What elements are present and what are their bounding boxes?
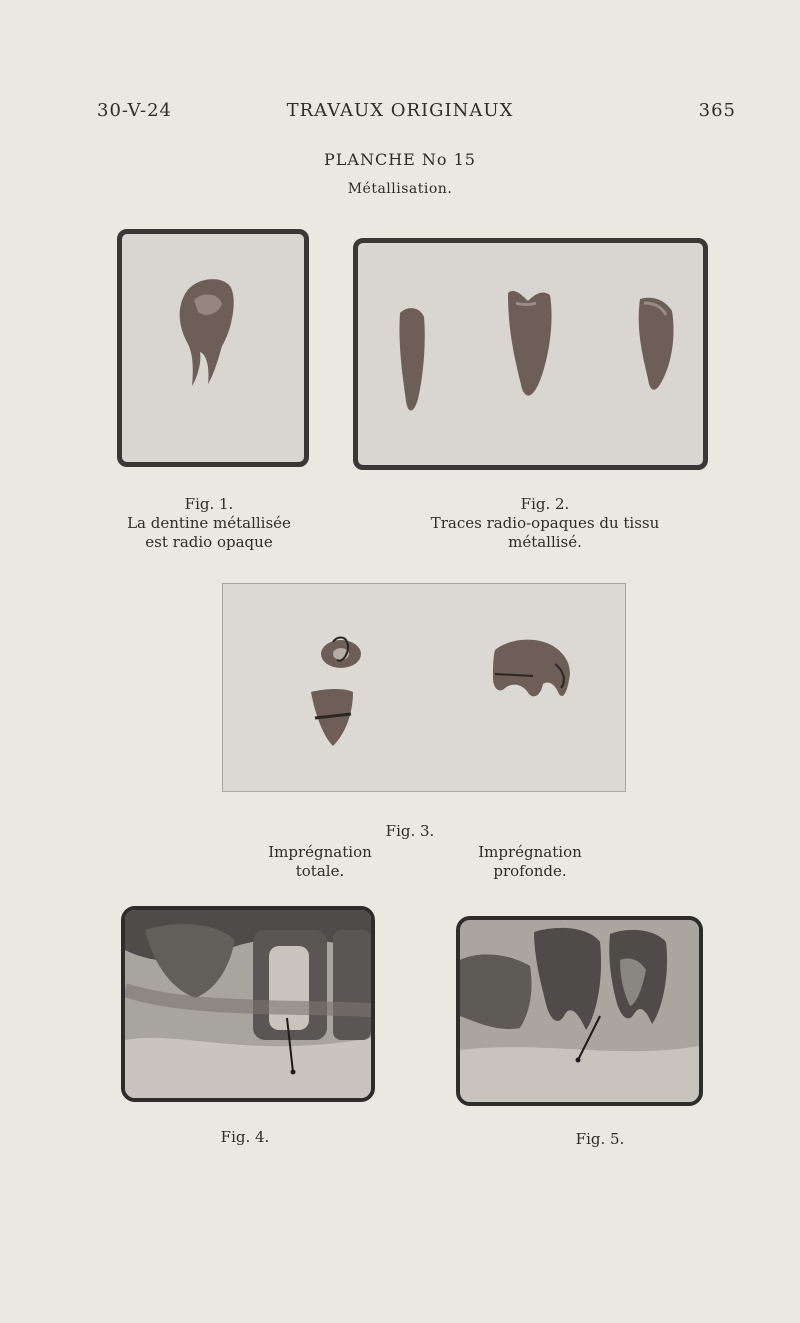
figure-1-caption-line-1: La dentine métallisée xyxy=(127,514,291,532)
figure-1-tooth-illustration xyxy=(122,234,304,462)
header-page-number: 365 xyxy=(698,100,736,121)
figure-2-label: Fig. 2. xyxy=(520,495,570,513)
figure-2-teeth-illustration xyxy=(358,243,703,465)
plate-title: PLANCHE No 15 xyxy=(324,150,476,169)
plate-subtitle: Métallisation. xyxy=(347,181,453,197)
figure-2-caption-line-1: Traces radio-opaques du tissu xyxy=(430,514,660,532)
figure-3-left-caption-line-1: Imprégnation xyxy=(268,843,372,861)
figure-5-radiograph xyxy=(456,916,703,1106)
figure-3-right-caption-line-2: profonde. xyxy=(493,862,567,880)
figure-3-right-caption-line-1: Imprégnation xyxy=(478,843,582,861)
figure-4-label: Fig. 4. xyxy=(220,1128,270,1146)
figure-1-caption-line-2: est radio opaque xyxy=(145,533,273,551)
figure-3-left-caption-line-2: totale. xyxy=(295,862,345,880)
figure-5-label: Fig. 5. xyxy=(575,1130,625,1148)
figure-4-xray-illustration xyxy=(125,910,371,1098)
header-date: 30-V-24 xyxy=(97,100,173,121)
figure-4-radiograph xyxy=(121,906,375,1102)
figure-3-label: Fig. 3. xyxy=(385,822,435,840)
figure-3-photo xyxy=(222,583,626,792)
figure-2-caption-line-2: métallisé. xyxy=(508,533,582,551)
figure-1-photo xyxy=(117,229,309,467)
header-journal-title: TRAVAUX ORIGINAUX xyxy=(286,100,514,121)
figure-5-xray-illustration xyxy=(460,920,699,1102)
figure-2-photo xyxy=(353,238,708,470)
figure-1-label: Fig. 1. xyxy=(184,495,234,513)
figure-3-teeth-illustration xyxy=(223,584,625,791)
